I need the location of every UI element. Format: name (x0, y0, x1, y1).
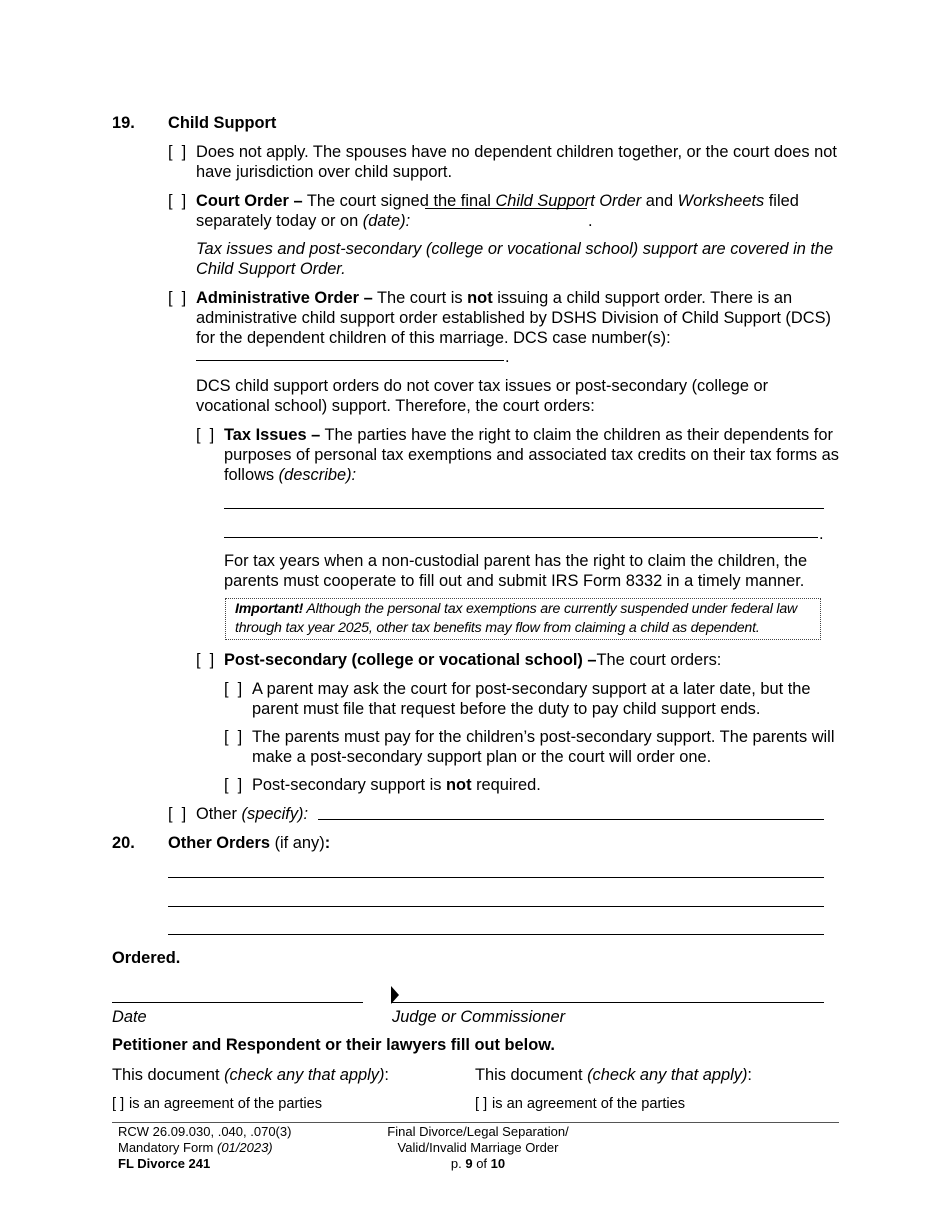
tax-issues-line-2[interactable] (224, 537, 818, 538)
tax-irs-form-paragraph: For tax years when a non-custodial parent has the right to claim the children, the parents must cooperate to fill out and submit IRS Form 8332 in a timely manner. (224, 552, 808, 590)
other-specify: (specify): (241, 805, 309, 823)
checkbox-postsec-not-required[interactable]: [ ] (224, 776, 243, 794)
option-court-order-text (196, 191, 846, 231)
court-order-date-field[interactable] (425, 208, 587, 209)
doc-check-left-a: This document (112, 1066, 225, 1084)
doc-check-left-title (112, 1065, 389, 1085)
section-19-title: Child Support (168, 114, 277, 132)
other-orders-line-1[interactable] (168, 877, 824, 878)
footer-page-num: 9 (465, 1156, 473, 1171)
court-order-cso: Child Support Order (495, 192, 642, 210)
court-order-and: and (641, 192, 678, 210)
post-secondary-text (224, 650, 844, 670)
court-order-date-label: (date): (362, 212, 411, 230)
checkbox-postsec-pay[interactable]: [ ] (224, 728, 243, 746)
doc-check-right-c: : (747, 1066, 752, 1084)
tax-issues-describe: (describe): (278, 466, 357, 484)
doc-check-left-b: (check any that apply) (224, 1066, 385, 1084)
footer-center (330, 1124, 626, 1172)
checkbox-agreement-right[interactable]: [ ] (475, 1096, 488, 1112)
postsec-not-required-b: required. (471, 776, 541, 794)
postsec-not-required-not: not (446, 776, 472, 794)
section-20-title (168, 833, 330, 853)
administrative-order-label: Administrative Order – (196, 289, 373, 307)
footer-title-2: Valid/Invalid Marriage Order (397, 1140, 559, 1155)
section-20-colon: : (324, 834, 331, 852)
important-text: Although the personal tax exemptions are currently suspended under federal law through tax year 2025, other tax benefits may flow from claiming a child as dependent. (235, 601, 798, 636)
ordered-heading: Ordered. (112, 949, 181, 967)
section-20-title-text: Other Orders (168, 834, 271, 852)
court-order-text-a: The court signed the final (302, 192, 496, 210)
tax-issues-line-1[interactable] (224, 508, 824, 509)
checkbox-agreement-left[interactable]: [ ] (112, 1096, 125, 1112)
dcs-case-number-field[interactable] (196, 360, 504, 361)
checkbox-administrative-order[interactable]: [ ] (168, 289, 187, 307)
postsec-not-required-text (252, 775, 541, 795)
postsec-later-text: A parent may ask the court for post-secondary support at a later date, but the parent must file that request before the duty to pay child support ends. (252, 680, 811, 718)
other-label-text: Other (196, 805, 242, 823)
footer-divider (112, 1122, 839, 1123)
date-label: Date (112, 1008, 147, 1026)
doc-check-left-c: : (384, 1066, 389, 1084)
dcs-case-number-period: . (505, 348, 510, 366)
section-19-number: 19. (112, 114, 135, 132)
other-specify-field[interactable] (318, 819, 824, 820)
footer-page-of: of (472, 1156, 491, 1171)
footer-form-id: FL Divorce 241 (118, 1156, 211, 1171)
checkbox-court-order[interactable]: [ ] (168, 192, 187, 210)
doc-check-right-title (475, 1065, 752, 1085)
option-administrative-order-text (196, 288, 841, 348)
footer-page (330, 1156, 626, 1172)
postsec-not-required-a: Post-secondary support is (252, 776, 447, 794)
post-secondary-body: The court orders: (596, 651, 722, 669)
administrative-order-text-b: issuing a child support order. There is an administrative child support order established by DSHS Division of Child Support (DCS) for the dependent children of this marriage. DCS case number(s): (196, 289, 831, 347)
doc-check-right-a: This document (475, 1066, 588, 1084)
agreement-left-text: is an agreement of the parties (129, 1096, 323, 1112)
other-orders-line-2[interactable] (168, 906, 824, 907)
checkbox-tax-issues[interactable]: [ ] (196, 426, 215, 444)
footer-page-total: 10 (490, 1156, 506, 1171)
other-label (196, 804, 308, 824)
court-order-note: Tax issues and post-secondary (college or vocational school) support are covered in the Child Support Order. (196, 240, 834, 278)
dcs-note: DCS child support orders do not cover tax issues or post-secondary (college or vocational school) support. Therefore, the court orders: (196, 377, 769, 415)
footer-mandatory-b: (01/2023) (216, 1140, 273, 1155)
agreement-right-text: is an agreement of the parties (492, 1096, 686, 1112)
option-does-not-apply-text: Does not apply. The spouses have no dependent children together, or the court does not have jurisdiction over child support. (196, 143, 837, 181)
footer-mandatory (118, 1140, 291, 1156)
administrative-order-text-a: The court is (372, 289, 468, 307)
section-20-number: 20. (112, 834, 135, 852)
court-order-text-b: filed separately today or on (196, 192, 799, 230)
footer-mandatory-a: Mandatory Form (118, 1140, 217, 1155)
checkbox-post-secondary[interactable]: [ ] (196, 651, 215, 669)
checkbox-postsec-later[interactable]: [ ] (224, 680, 243, 698)
checkbox-does-not-apply[interactable]: [ ] (168, 143, 187, 161)
footer-page-a: p. (450, 1156, 466, 1171)
postsec-pay-text: The parents must pay for the children’s post-secondary support. The parents will make a post-secondary support plan or the court will order one. (252, 728, 835, 766)
footer-title-1: Final Divorce/Legal Separation/ (387, 1124, 569, 1139)
important-label: Important! (235, 601, 304, 617)
fill-out-heading: Petitioner and Respondent or their lawyers fill out below. (112, 1036, 555, 1054)
section-20-paren: (if any) (270, 834, 325, 852)
important-notice-box (225, 598, 821, 640)
footer-left (118, 1124, 291, 1172)
date-signature-line[interactable] (112, 1002, 363, 1003)
court-order-worksheets: Worksheets (677, 192, 765, 210)
judge-label: Judge or Commissioner (392, 1008, 566, 1026)
checkbox-other[interactable]: [ ] (168, 805, 187, 823)
court-order-date-period: . (588, 212, 593, 230)
administrative-order-not: not (467, 289, 493, 307)
doc-check-right-b: (check any that apply) (587, 1066, 748, 1084)
footer-rcw: RCW 26.09.030, .040, .070(3) (118, 1124, 292, 1139)
judge-signature-line[interactable] (392, 1002, 824, 1003)
post-secondary-label: Post-secondary (college or vocational school) – (224, 651, 597, 669)
tax-issues-text (224, 425, 846, 485)
tax-issues-label: Tax Issues – (224, 426, 321, 444)
court-order-label: Court Order – (196, 192, 303, 210)
tax-issues-period: . (819, 525, 824, 543)
tax-issues-body: The parties have the right to claim the children as their dependents for purposes of personal tax exemptions and associated tax credits on their tax forms as follows (224, 426, 839, 484)
other-orders-line-3[interactable] (168, 934, 824, 935)
